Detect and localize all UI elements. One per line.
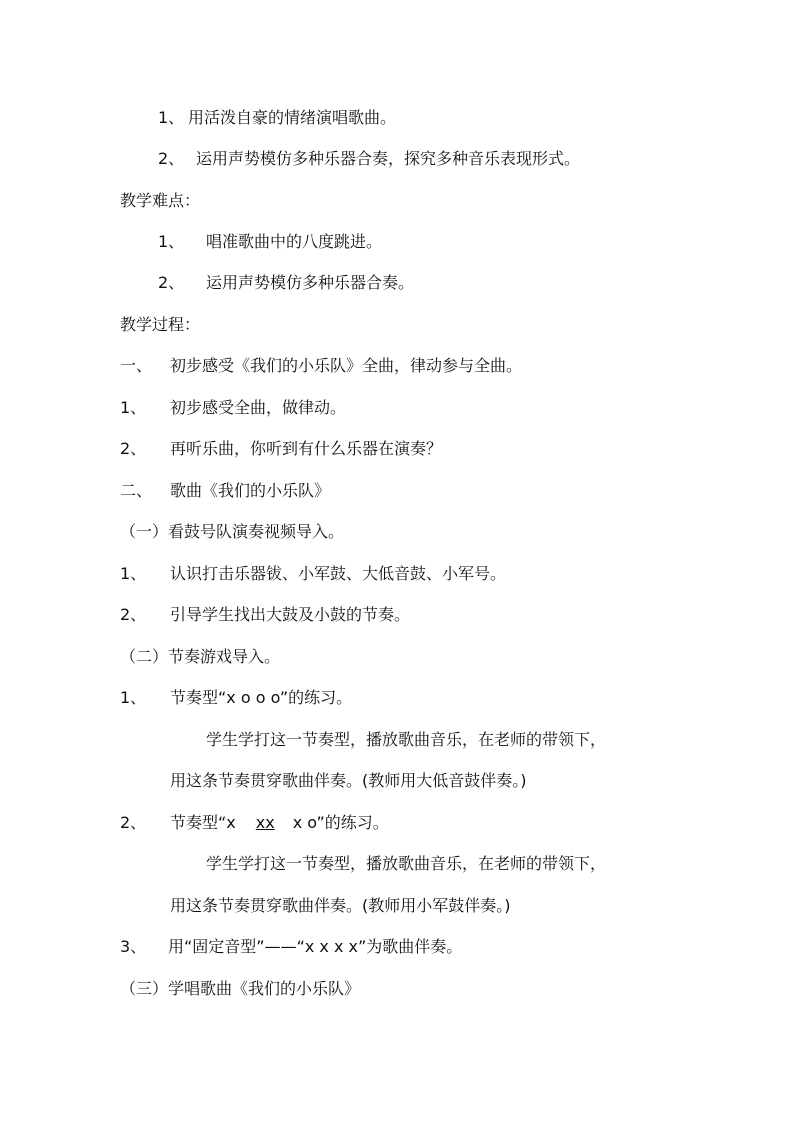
rhythm-item-2: 2、 节奏型“x xx x o”的练习。	[120, 813, 389, 832]
difficulty-item-2: 2、 运用声势模仿多种乐器合奏。	[158, 273, 415, 292]
heading-difficulties: 教学难点：	[120, 191, 201, 210]
section-two: 二、 歌曲《我们的小乐队》	[120, 481, 331, 500]
rhythm-item-1: 1、 节奏型“x o o o”的练习。	[120, 688, 353, 707]
subsection-one-item-2: 2、 引导学生找出大鼓及小鼓的节奏。	[120, 605, 411, 624]
difficulty-item-1: 1、 唱准歌曲中的八度跳进。	[158, 232, 383, 251]
objective-item-2: 2、 运用声势模仿多种乐器合奏，探究多种音乐表现形式。	[158, 149, 581, 168]
rhythm-item-2-desc-b: 用这条节奏贯穿歌曲伴奏。(教师用小军鼓伴奏。)	[170, 896, 511, 915]
objective-item-1: 1、 用活泼自豪的情绪演唱歌曲。	[158, 108, 397, 127]
rhythm-item-1-desc-b: 用这条节奏贯穿歌曲伴奏。(教师用大低音鼓伴奏。)	[170, 771, 527, 790]
rhythm-item-3: 3、 用“固定音型”——“x x x x”为歌曲伴奏。	[120, 937, 463, 956]
subsection-three: （三）学唱歌曲《我们的小乐队》	[120, 979, 361, 998]
section-one: 一、 初步感受《我们的小乐队》全曲，律动参与全曲。	[120, 356, 523, 375]
section-one-item-2: 2、 再听乐曲，你听到有什么乐器在演奏？	[120, 439, 443, 458]
heading-process: 教学过程：	[120, 315, 201, 334]
rhythm-item-2-desc-a: 学生学打这一节奏型，播放歌曲音乐，在老师的带领下，	[206, 854, 607, 873]
section-one-item-1: 1、 初步感受全曲，做律动。	[120, 398, 347, 417]
rhythm-item-1-desc-a: 学生学打这一节奏型，播放歌曲音乐，在老师的带领下，	[206, 730, 607, 749]
subsection-one-item-1: 1、 认识打击乐器钹、小军鼓、大低音鼓、小军号。	[120, 564, 507, 583]
subsection-one: （一）看鼓号队演奏视频导入。	[120, 522, 345, 541]
rhythm-xx-underlined: xx	[255, 813, 275, 832]
subsection-two: （二）节奏游戏导入。	[120, 647, 281, 666]
